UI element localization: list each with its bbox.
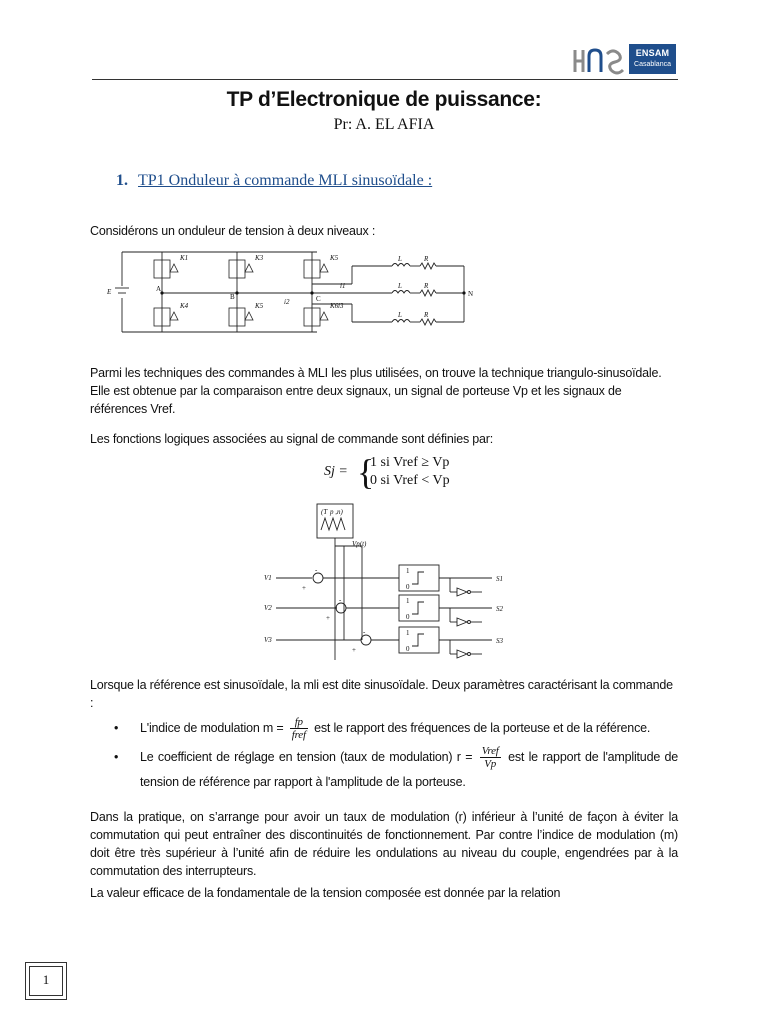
svg-text:i1: i1 xyxy=(340,282,346,290)
ensam-logo xyxy=(629,44,676,74)
formula-lhs: Sj = xyxy=(324,464,348,479)
svg-text:K4: K4 xyxy=(180,302,189,310)
bullet-prefix: Le coefficient de réglage en tension (taux de modulation) r = xyxy=(140,750,473,765)
svg-text:i2: i2 xyxy=(284,298,290,306)
header-rule xyxy=(92,79,678,80)
svg-text:Vp(t): Vp(t) xyxy=(352,540,367,548)
svg-text:K6: K6 xyxy=(330,302,339,310)
list-item xyxy=(108,745,678,794)
svg-text:1: 1 xyxy=(406,567,410,575)
inverter-circuit-diagram xyxy=(102,246,480,338)
fraction xyxy=(480,745,501,770)
svg-text:S1: S1 xyxy=(496,575,503,583)
svg-text:+: + xyxy=(326,614,330,622)
page-title: TP d’Electronique de puissance: xyxy=(226,88,542,111)
list-item xyxy=(108,716,678,741)
section-number: 1. xyxy=(116,172,128,189)
bullet-icon: • xyxy=(114,750,119,765)
section-title: TP1 Onduleur à commande MLI sinusoïdale : xyxy=(138,172,433,189)
svg-text:V3: V3 xyxy=(264,636,272,644)
svg-text:R: R xyxy=(424,311,429,319)
svg-text:R: R xyxy=(424,255,429,263)
logo-text-line1: ENSAM xyxy=(635,48,670,58)
svg-text:i3: i3 xyxy=(338,302,344,310)
author: Pr: A. EL AFIA xyxy=(333,116,435,133)
paragraph-sinusoidal: Lorsque la référence est sinusoïdale, la mli est dite sinusoïdale. Deux paramètres caractérisant la commande : xyxy=(90,678,673,710)
svg-text:A: A xyxy=(156,285,162,293)
svg-text:1: 1 xyxy=(406,629,410,637)
fraction-numerator: fp xyxy=(290,716,308,729)
svg-text:0: 0 xyxy=(406,613,410,621)
svg-text:0: 0 xyxy=(406,645,410,653)
logo-text-line2: Casablanca xyxy=(634,61,671,68)
svg-text:K3: K3 xyxy=(255,254,264,262)
school-logo-icon xyxy=(571,46,627,76)
svg-text:S3: S3 xyxy=(496,637,503,645)
formula-brace: { xyxy=(357,452,375,492)
pwm-block-diagram xyxy=(262,500,512,668)
svg-text:K5: K5 xyxy=(255,302,264,310)
intro-text: Considérons un onduleur de tension à deux niveaux : xyxy=(90,224,376,238)
svg-text:B: B xyxy=(230,293,235,301)
svg-text:+: + xyxy=(302,584,306,592)
parameter-list xyxy=(108,716,678,794)
svg-text:-: - xyxy=(363,628,366,636)
switching-formula xyxy=(324,452,454,494)
svg-text:1: 1 xyxy=(406,597,410,605)
paragraph-mli-techniques: Parmi les techniques des commandes à MLI les plus utilisées, on trouve la technique triangulo-sinusoïdale. Elle est obtenue par la comparaison entre deux signaux, un signal de porteuse Vp et les signaux de références Vref. xyxy=(90,366,662,416)
svg-text:S2: S2 xyxy=(496,605,503,613)
bullet-suffix: est le rapport des fréquences de la porteuse et de la référence. xyxy=(314,721,651,735)
svg-text:N: N xyxy=(468,290,474,298)
fraction xyxy=(290,716,308,741)
svg-text:L: L xyxy=(398,282,402,290)
bullet-suffix: est le rapport de l'amplitude de tension de référence par rapport à l'amplitude de la porteuse. xyxy=(140,750,678,790)
svg-text:0: 0 xyxy=(406,583,410,591)
formula-case-1: 1 si Vref ≥ Vp xyxy=(370,455,450,470)
svg-text:L: L xyxy=(398,255,402,263)
formula-case-2: 0 si Vref < Vp xyxy=(370,473,450,488)
svg-text:L: L xyxy=(398,311,402,319)
paragraph-rms-value: La valeur efficace de la fondamentale de la tension composée est donnée par la relation xyxy=(90,886,561,900)
section-heading xyxy=(116,172,432,190)
svg-text:E: E xyxy=(107,288,112,296)
svg-text:p ,n): p ,n) xyxy=(330,508,343,516)
svg-text:C: C xyxy=(316,295,321,303)
svg-text:-: - xyxy=(339,596,342,604)
svg-text:R: R xyxy=(424,282,429,290)
svg-text:K1: K1 xyxy=(180,254,189,262)
fraction-denominator: fref xyxy=(291,729,306,742)
paragraph-logic-functions: Les fonctions logiques associées au signal de commande sont définies par: xyxy=(90,432,494,446)
svg-text:V2: V2 xyxy=(264,604,272,612)
paragraph-practice: Dans la pratique, on s’arrange pour avoir un taux de modulation (r) inférieur à l’unité de façon à éviter la commutation qui peut entraîner des discontinuités de fonctionnement. Par contre l’indice de modulation (m) doit être très supérieur à l’unité afin de réduire les ondulations au niveau du couple, engendrées par à la commutation des interrupteurs. xyxy=(90,810,678,878)
svg-text:K5: K5 xyxy=(330,254,339,262)
svg-text:V1: V1 xyxy=(264,574,272,582)
svg-text:(T: (T xyxy=(321,508,328,516)
fraction-denominator: Vp xyxy=(484,758,497,771)
bullet-icon: • xyxy=(114,721,119,735)
page-number-box xyxy=(25,962,67,1000)
page-number: 1 xyxy=(42,972,50,987)
fraction-numerator: Vref xyxy=(481,745,499,758)
svg-text:+: + xyxy=(352,646,356,654)
bullet-prefix: L'indice de modulation m = xyxy=(140,721,284,735)
svg-text:-: - xyxy=(315,566,318,574)
